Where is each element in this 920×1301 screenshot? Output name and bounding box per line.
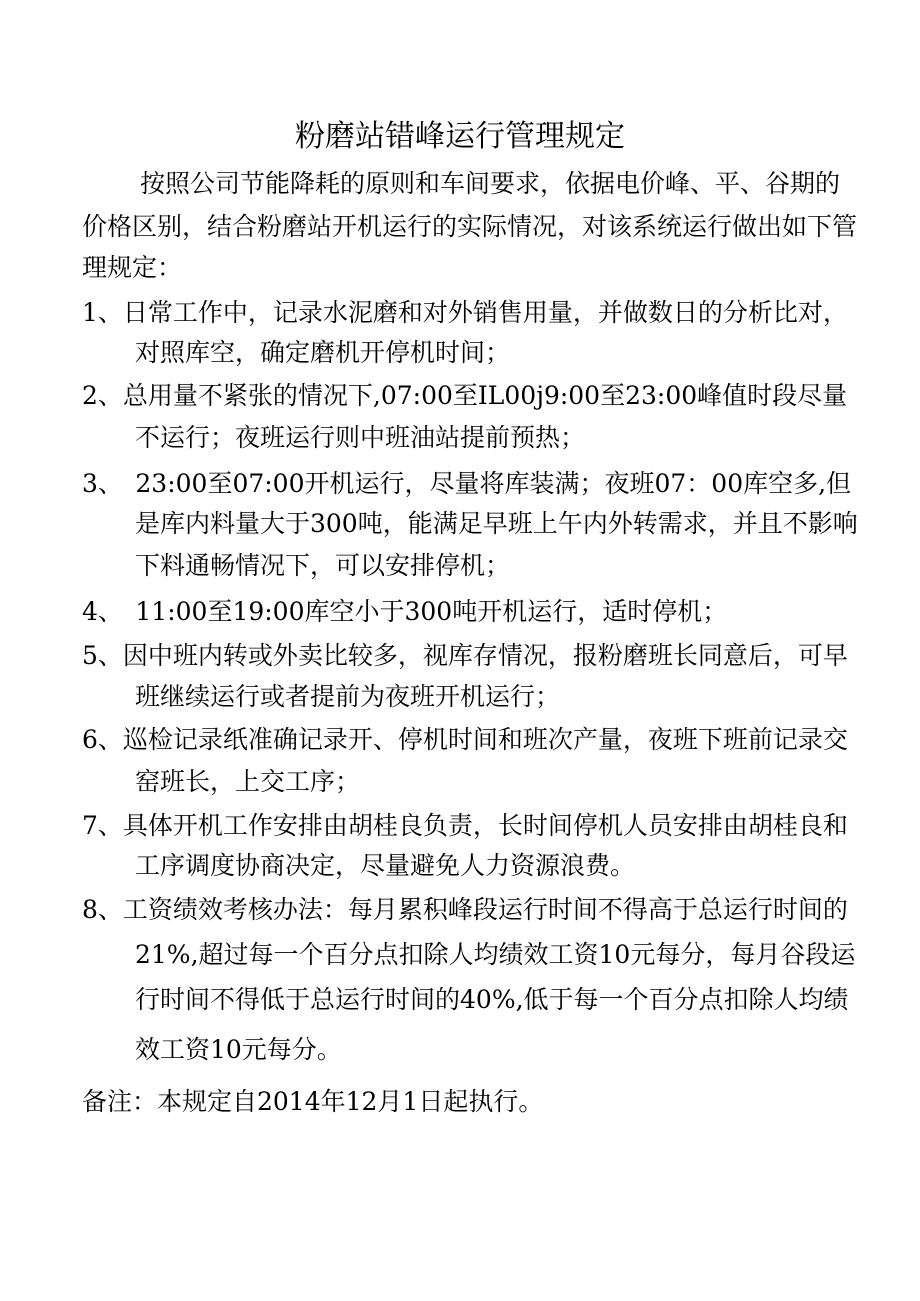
- rule-item-8-cont: 效工资10元每分。: [135, 1035, 342, 1064]
- rule-item-4: 4、 11:00至19:00库空小于300吨开机运行，适时停机；: [82, 597, 728, 626]
- rule-item-8-cont: 21%,超过每一个百分点扣除人均绩效工资10元每分，每月谷段运: [135, 940, 856, 969]
- rule-item-3-cont: 是库内料量大于300吨，能满足早班上午内外转需求，并且不影响: [135, 509, 858, 538]
- rule-item-7-cont: 工序调度协商决定，尽量避免人力资源浪费。: [135, 851, 636, 880]
- rule-item-1-cont: 对照库空，确定磨机开停机时间；: [135, 338, 511, 367]
- intro-line: 按照公司节能降耗的原则和车间要求，依据电价峰、平、谷期的: [140, 169, 841, 198]
- rule-item-3-cont: 下料通畅情况下，可以安排停机；: [135, 551, 511, 580]
- rule-item-5-cont: 班继续运行或者提前为夜班开机运行；: [135, 682, 561, 711]
- rule-item-8: 8、工资绩效考核办法：每月累积峰段运行时间不得高于总运行时间的: [82, 895, 848, 924]
- document-title: 粉磨站错峰运行管理规定: [295, 119, 625, 154]
- intro-line: 价格区别，结合粉磨站开机运行的实际情况，对该系统运行做出如下管: [82, 212, 858, 241]
- rule-item-6: 6、巡检记录纸准确记录开、停机时间和班次产量，夜班下班前记录交: [82, 725, 848, 754]
- rule-item-5: 5、因中班内转或外卖比较多，视库存情况，报粉磨班长同意后，可早: [82, 641, 848, 670]
- rule-item-6-cont: 窑班长，上交工序；: [135, 767, 361, 796]
- rule-item-1: 1、日常工作中，记录水泥磨和对外销售用量，并做数日的分析比对，: [82, 298, 848, 327]
- effective-date-note: 备注：本规定自2014年12月1日起执行。: [82, 1087, 544, 1116]
- rule-item-2: 2、总用量不紧张的情况下,07:00至IL00j9:00至23:00峰值时段尽量: [82, 381, 848, 410]
- rule-item-2-cont: 不运行；夜班运行则中班油站提前预热；: [135, 423, 586, 452]
- intro-line: 理规定：: [82, 253, 183, 282]
- rule-item-3: 3、 23:00至07:00开机运行，尽量将库装满；夜班07：00库空多,但: [82, 469, 852, 498]
- rule-item-8-cont: 行时间不得低于总运行时间的40%,低于每一个百分点扣除人均绩: [135, 985, 849, 1014]
- rule-item-7: 7、具体开机工作安排由胡桂良负责，长时间停机人员安排由胡桂良和: [82, 811, 848, 840]
